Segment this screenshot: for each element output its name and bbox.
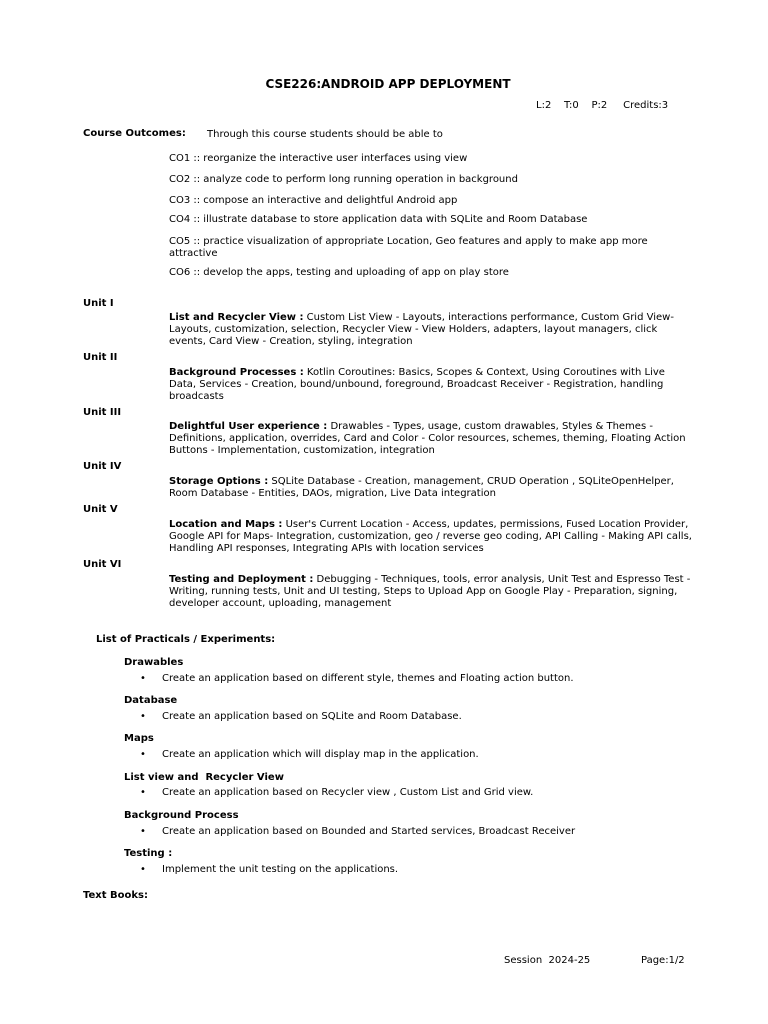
unit-heading-1: List and Recycler View : (169, 312, 304, 323)
bullet-icon: • (140, 749, 146, 760)
practical-text-4: Create an application based on Recycler view , Custom List and Grid view. (162, 787, 534, 798)
credits-line: L:2 T:0 P:2 Credits:3 (536, 100, 669, 111)
unit-body-6 (169, 574, 695, 610)
co-item-3: CO3 :: compose an interactive and delightful Android app (169, 195, 458, 206)
co-item-6: CO6 :: develop the apps, testing and uploading of app on play store (169, 267, 509, 278)
co-item-4: CO4 :: illustrate database to store application data with SQLite and Room Database (169, 214, 588, 225)
course-outcomes-intro: Through this course students should be able to (207, 129, 443, 140)
footer-page: Page:1/2 (641, 955, 685, 966)
practical-category-6: Testing : (124, 848, 173, 859)
bullet-icon: • (140, 711, 146, 722)
unit-label-6: Unit VI (83, 559, 122, 570)
unit-body-3 (169, 421, 695, 457)
practical-category-5: Background Process (124, 810, 239, 821)
unit-text-6: Debugging - Techniques, tools, error analysis, Unit Test and Espresso Test - Writing, running tests, Unit and UI testing, Steps to Upload App on Google Play - Preparation, signing, developer account, uploading, management (169, 574, 691, 609)
unit-heading-5: Location and Maps : (169, 519, 283, 530)
unit-body-1 (169, 312, 695, 348)
bullet-icon: • (140, 826, 146, 837)
unit-label-3: Unit III (83, 407, 122, 418)
practical-text-1: Create an application based on different style, themes and Floating action button. (162, 673, 574, 684)
course-outcomes-label: Course Outcomes: (83, 128, 186, 139)
unit-label-1: Unit I (83, 298, 114, 309)
unit-label-5: Unit V (83, 504, 118, 515)
practical-category-4: List view and Recycler View (124, 772, 284, 783)
co-item-5: CO5 :: practice visualization of appropriate Location, Geo features and apply to make app more attractive (169, 236, 648, 259)
unit-label-2: Unit II (83, 352, 118, 363)
bullet-icon: • (140, 787, 146, 798)
co-item-2: CO2 :: analyze code to perform long running operation in background (169, 174, 518, 185)
unit-text-2: Kotlin Coroutines: Basics, Scopes & Context, Using Coroutines with Live Data, Services - Creation, bound/unbound, foreground, Broadcast Receiver - Registration, handling broadcasts (169, 367, 665, 402)
unit-heading-6: Testing and Deployment : (169, 574, 314, 585)
practical-category-3: Maps (124, 733, 154, 744)
unit-text-5: User's Current Location - Access, updates, permissions, Fused Location Provider, Google API for Maps- Integration, customization, geo / reverse geo coding, API Calling - Making API calls, Handling API responses, Integrating APIs with location services (169, 519, 692, 554)
course-title: CSE226:ANDROID APP DEPLOYMENT (265, 77, 511, 91)
text-books-label: Text Books: (83, 890, 148, 901)
unit-body-4 (169, 476, 695, 500)
unit-text-3: Drawables - Types, usage, custom drawables, Styles & Themes - Definitions, application, overrides, Card and Color - Color resources, schemes, theming, Floating Action Buttons - Implementation, customization, integration (169, 421, 686, 456)
unit-text-1: Custom List View - Layouts, interactions performance, Custom Grid View-Layouts, customization, selection, Recycler View - View Holders, adapters, layout managers, click events, Card View - Creation, styling, integration (169, 312, 674, 347)
unit-body-5 (169, 519, 695, 555)
co-item-1: CO1 :: reorganize the interactive user interfaces using view (169, 153, 468, 164)
practical-category-2: Database (124, 695, 178, 706)
practical-category-1: Drawables (124, 657, 184, 668)
practicals-heading: List of Practicals / Experiments: (96, 634, 276, 645)
footer-session: Session 2024-25 (504, 955, 591, 966)
unit-heading-3: Delightful User experience : (169, 421, 328, 432)
unit-body-2 (169, 367, 695, 403)
unit-heading-4: Storage Options : (169, 476, 269, 487)
unit-label-4: Unit IV (83, 461, 122, 472)
bullet-icon: • (140, 864, 146, 875)
unit-text-4: SQLite Database - Creation, management, CRUD Operation , SQLiteOpenHelper, Room Database - Entities, DAOs, migration, Live Data integration (169, 476, 674, 499)
practical-text-5: Create an application based on Bounded and Started services, Broadcast Receiver (162, 826, 576, 837)
practical-text-2: Create an application based on SQLite and Room Database. (162, 711, 462, 722)
practical-text-6: Implement the unit testing on the applications. (162, 864, 399, 875)
practical-text-3: Create an application which will display map in the application. (162, 749, 479, 760)
bullet-icon: • (140, 673, 146, 684)
unit-heading-2: Background Processes : (169, 367, 304, 378)
